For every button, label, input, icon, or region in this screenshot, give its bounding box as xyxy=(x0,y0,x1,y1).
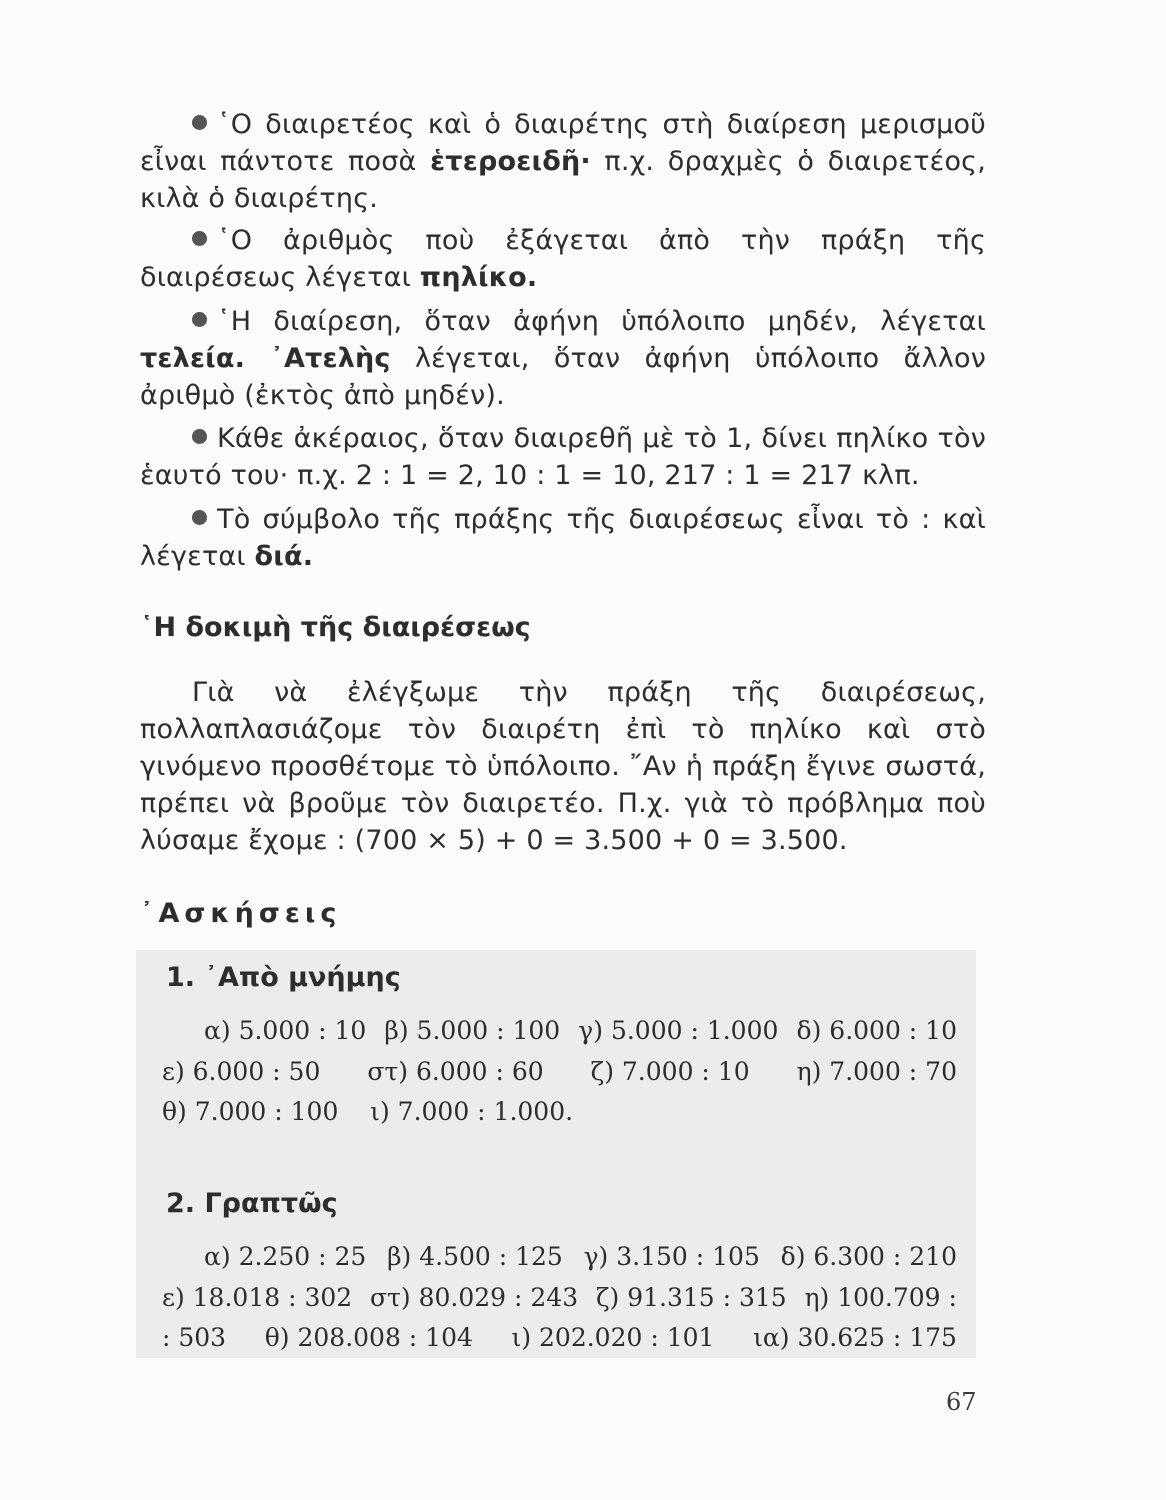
p5-bold: διά. xyxy=(254,541,314,572)
exercise-item: ζ) 7.000 : 10 xyxy=(590,1057,750,1086)
bullet-icon xyxy=(192,115,207,130)
p5-text: Τὸ σύμβολο τῆς πράξης τῆς διαιρέσεως εἶναι τὸ : καὶ λέγεται xyxy=(140,504,986,572)
p3-text-end: λέγεται, ὅταν ἀφήνη ὑπόλοιπο ἄλλον ἀριθμὸ (ἐκτὸς ἀπὸ μηδέν). xyxy=(140,343,987,411)
exercise-item: στ) 80.029 : 243 xyxy=(370,1283,579,1312)
exercise-memory-title: 1. ᾿Απὸ μνήμης xyxy=(166,962,401,993)
exercise-item: θ) 208.008 : 104 xyxy=(264,1323,473,1352)
exercise-item: : 503 xyxy=(162,1323,227,1352)
paragraph-quotient xyxy=(140,222,986,296)
exercise-item: ε) 6.000 : 50 xyxy=(162,1057,321,1086)
exercise-item: ια) 30.625 : 175 xyxy=(753,1323,957,1352)
exercise-written-line-2 xyxy=(162,1281,957,1315)
exercise-item: α) 2.250 : 25 xyxy=(204,1242,367,1271)
paragraph-division-symbol xyxy=(140,501,986,575)
exercise-item: ζ) 91.315 : 315 xyxy=(595,1283,787,1312)
exercise-item: η) 100.709 : xyxy=(804,1283,957,1312)
exercise-item: στ) 6.000 : 60 xyxy=(367,1057,544,1086)
exercise-item: ι) 7.000 : 1.000. xyxy=(370,1097,574,1126)
p2-text: ῾Ο ἀριθμὸς ποὺ ἐξάγεται ἀπὸ τὴν πράξη τῆς διαιρέσεως λέγεται xyxy=(140,225,986,293)
bullet-icon xyxy=(192,429,207,444)
section-title-division-check: ῾Η δοκιμὴ τῆς διαιρέσεως xyxy=(140,612,531,643)
exercise-item: γ) 3.150 : 105 xyxy=(583,1242,760,1271)
exercise-memory-line-2 xyxy=(162,1055,957,1089)
exercise-item: ι) 202.020 : 101 xyxy=(511,1323,715,1352)
exercises-title: ᾿Ασκήσεις xyxy=(140,898,342,929)
exercise-item: η) 7.000 : 70 xyxy=(796,1057,957,1086)
page-number: 67 xyxy=(946,1388,977,1416)
exercise-written-line-1 xyxy=(162,1240,957,1274)
exercise-item: α) 5.000 : 10 xyxy=(204,1016,367,1045)
exercise-memory-line-1 xyxy=(162,1014,957,1048)
exercise-item: β) 5.000 : 100 xyxy=(384,1016,561,1045)
p3-text: ῾Η διαίρεση, ὅταν ἀφήνη ὑπόλοιπο μηδέν, λέγεται xyxy=(217,306,986,337)
exercise-item: θ) 7.000 : 100 xyxy=(162,1097,339,1126)
exercise-written-title: 2. Γραπτῶς xyxy=(166,1188,338,1219)
paragraph-division-by-one xyxy=(140,420,986,494)
exercise-item: β) 4.500 : 125 xyxy=(387,1242,563,1271)
p4-text: Κάθε ἀκέραιος, ὅταν διαιρεθῆ μὲ τὸ 1, δίνει πηλίκο τὸν ἑαυτό του· π.χ. 2 : 1 = 2, 10 : 1 = 10, 217 : 1 = 217 κλπ. xyxy=(140,423,986,491)
bullet-icon xyxy=(192,312,207,327)
paragraph-division-check: Γιὰ νὰ ἐλέγξωμε τὴν πράξη τῆς διαιρέσεως, πολλαπλασιάζομε τὸν διαιρέτη ἐπὶ τὸ πηλίκο καὶ στὸ γινόμενο προσθέτομε τὸ ὑπόλοιπο. ῎Αν ἡ πράξη ἔγινε σωστά, πρέπει νὰ βροῦμε τὸν διαιρετέο. Π.χ. γιὰ τὸ πρόβλημα ποὺ λύσαμε ἔχομε : (700 × 5) + 0 = 3.500 + 0 = 3.500. xyxy=(140,677,986,856)
paragraph-exact-division xyxy=(140,303,986,414)
p2-bold: πηλίκο. xyxy=(419,262,538,293)
exercise-item: δ) 6.000 : 10 xyxy=(796,1016,957,1045)
p1-bold: ἑτεροειδῆ· xyxy=(430,146,591,177)
exercise-written-line-3 xyxy=(162,1321,957,1355)
exercise-item: ε) 18.018 : 302 xyxy=(162,1283,353,1312)
exercise-item: δ) 6.300 : 210 xyxy=(780,1242,957,1271)
p1-text: ῾Ο διαιρετέος καὶ ὁ διαιρέτης στὴ διαίρεση μερισμοῦ εἶναι πάντοτε ποσὰ xyxy=(140,109,986,177)
paragraph-dividend-divisor xyxy=(140,106,986,217)
p3-bold: τελεία. ᾿Ατελὴς xyxy=(140,343,391,374)
p1-text-end: π.χ. δραχμὲς ὁ διαιρετέος, κιλὰ ὁ διαιρέτης. xyxy=(140,146,986,214)
bullet-icon xyxy=(192,510,207,525)
bullet-icon xyxy=(192,231,207,246)
exercise-item: γ) 5.000 : 1.000 xyxy=(578,1016,779,1045)
exercise-memory-line-3 xyxy=(162,1095,957,1129)
